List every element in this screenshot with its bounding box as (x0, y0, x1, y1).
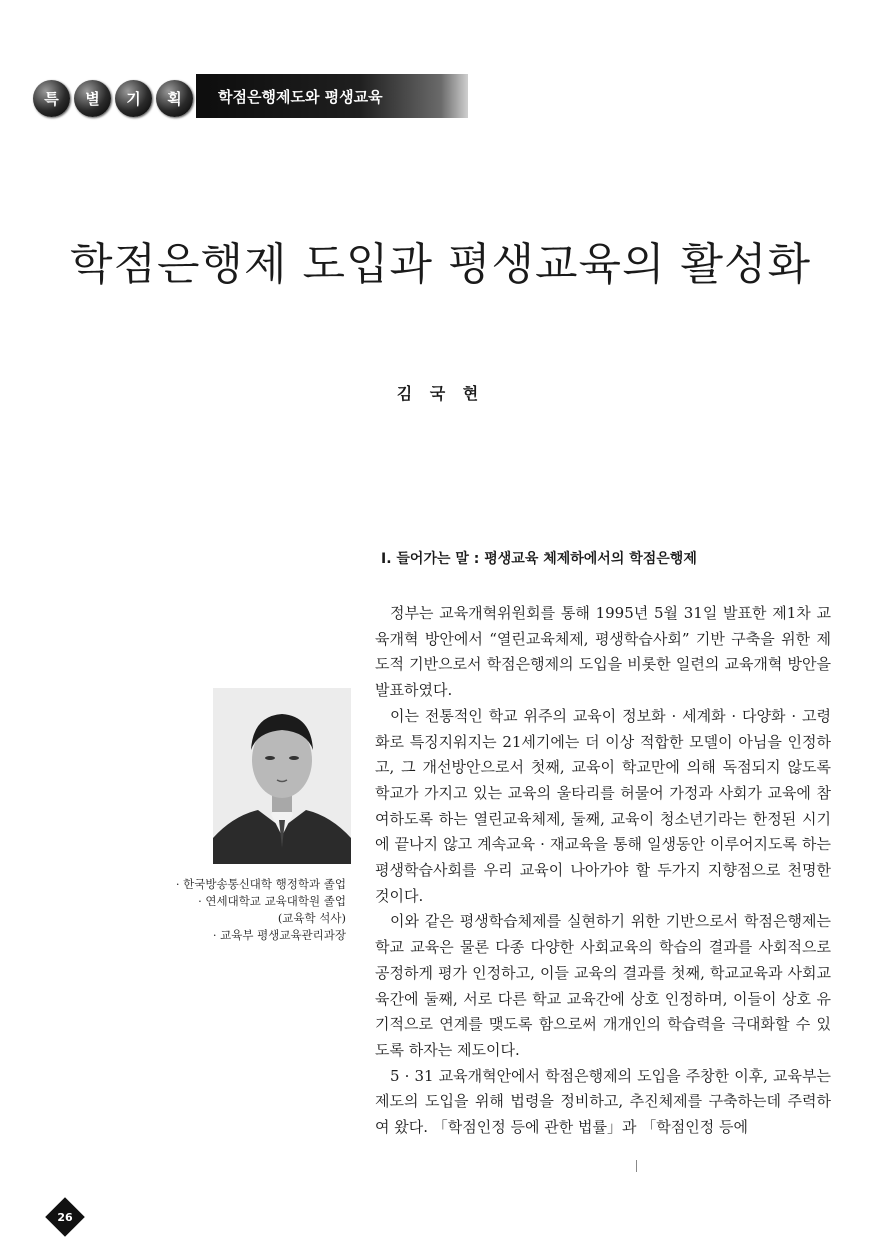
bio-line: · 한국방송통신대학 행정학과 졸업 (175, 877, 346, 891)
article-author: 김 국 현 (396, 384, 485, 403)
bio-line: (교육학 석사) (277, 911, 346, 925)
body-text (375, 601, 831, 1141)
badge-char-4: 획 (156, 80, 193, 117)
article-title: 학점은행제 도입과 평생교육의 활성화 (69, 239, 812, 290)
page-number: 26 (57, 1210, 73, 1224)
page-number-badge (45, 1197, 85, 1237)
author-portrait-image (213, 688, 351, 864)
badge-char-3: 기 (115, 80, 152, 117)
series-badges (33, 80, 193, 117)
series-title-bar (196, 74, 468, 118)
author-photo (213, 688, 351, 864)
section-heading: Ⅰ. 들어가는 말 : 평생교육 체제하에서의 학점은행제 (381, 551, 697, 567)
scan-mark (636, 1160, 637, 1172)
series-title: 학점은행제도와 평생교육 (218, 87, 383, 106)
author-bio (176, 876, 346, 944)
bio-line: · 교육부 평생교육관리과장 (212, 928, 346, 942)
paragraph: 정부는 교육개혁위원회를 통해 1995년 5월 31일 발표한 제1차 교육개혁 방안에서 “열린교육체제, 평생학습사회” 기반 구축을 위한 제도적 기반으로서 학점은행제의 도입을 비롯한 일련의 교육개혁 방안을 발표하였다. (375, 604, 831, 700)
paragraph: 이는 전통적인 학교 위주의 교육이 정보화 · 세계화 · 다양화 · 고령화로 특징지워지는 21세기에는 더 이상 적합한 모델이 아님을 인정하고, 그 개선방안으로서 첫째, 교육이 학교만에 의해 독점되지 않도록 학교가 가지고 있는 교육의 울타리를 허물어 가정과 사회가 교육에 참여하도록 하는 열린교육체제, 둘째, 교육이 청소년기라는 한정된 시기에 끝나지 않고 계속교육 · 재교육을 통해 일생동안 이루어지도록 하는 평생학습사회를 우리 교육이 나아가야 할 두가지 지향점으로 천명한 것이다. (375, 706, 831, 905)
badge-char-2: 별 (74, 80, 111, 117)
paragraph: 이와 같은 평생학습체제를 실현하기 위한 기반으로서 학점은행제는 학교 교육은 물론 다종 다양한 사회교육의 학습의 결과를 사회적으로 공정하게 평가 인정하고, 이들 교육의 결과를 첫째, 학교교육과 사회교육간에 둘째, 서로 다른 학교 교육간에 상호 인정하며, 이들이 상호 유기적으로 연계를 맺도록 함으로써 개개인의 학습력을 극대화할 수 있도록 하자는 제도이다. (375, 912, 831, 1059)
badge-char-1: 특 (33, 80, 70, 117)
paragraph: 5 · 31 교육개혁안에서 학점은행제의 도입을 주창한 이후, 교육부는 제도의 도입을 위해 법령을 정비하고, 추진체제를 구축하는데 주력하여 왔다. 「학점인정 등에 관한 법률」과 「학점인정 등에 (375, 1066, 831, 1137)
bio-line: · 연세대학교 교육대학원 졸업 (198, 894, 346, 908)
